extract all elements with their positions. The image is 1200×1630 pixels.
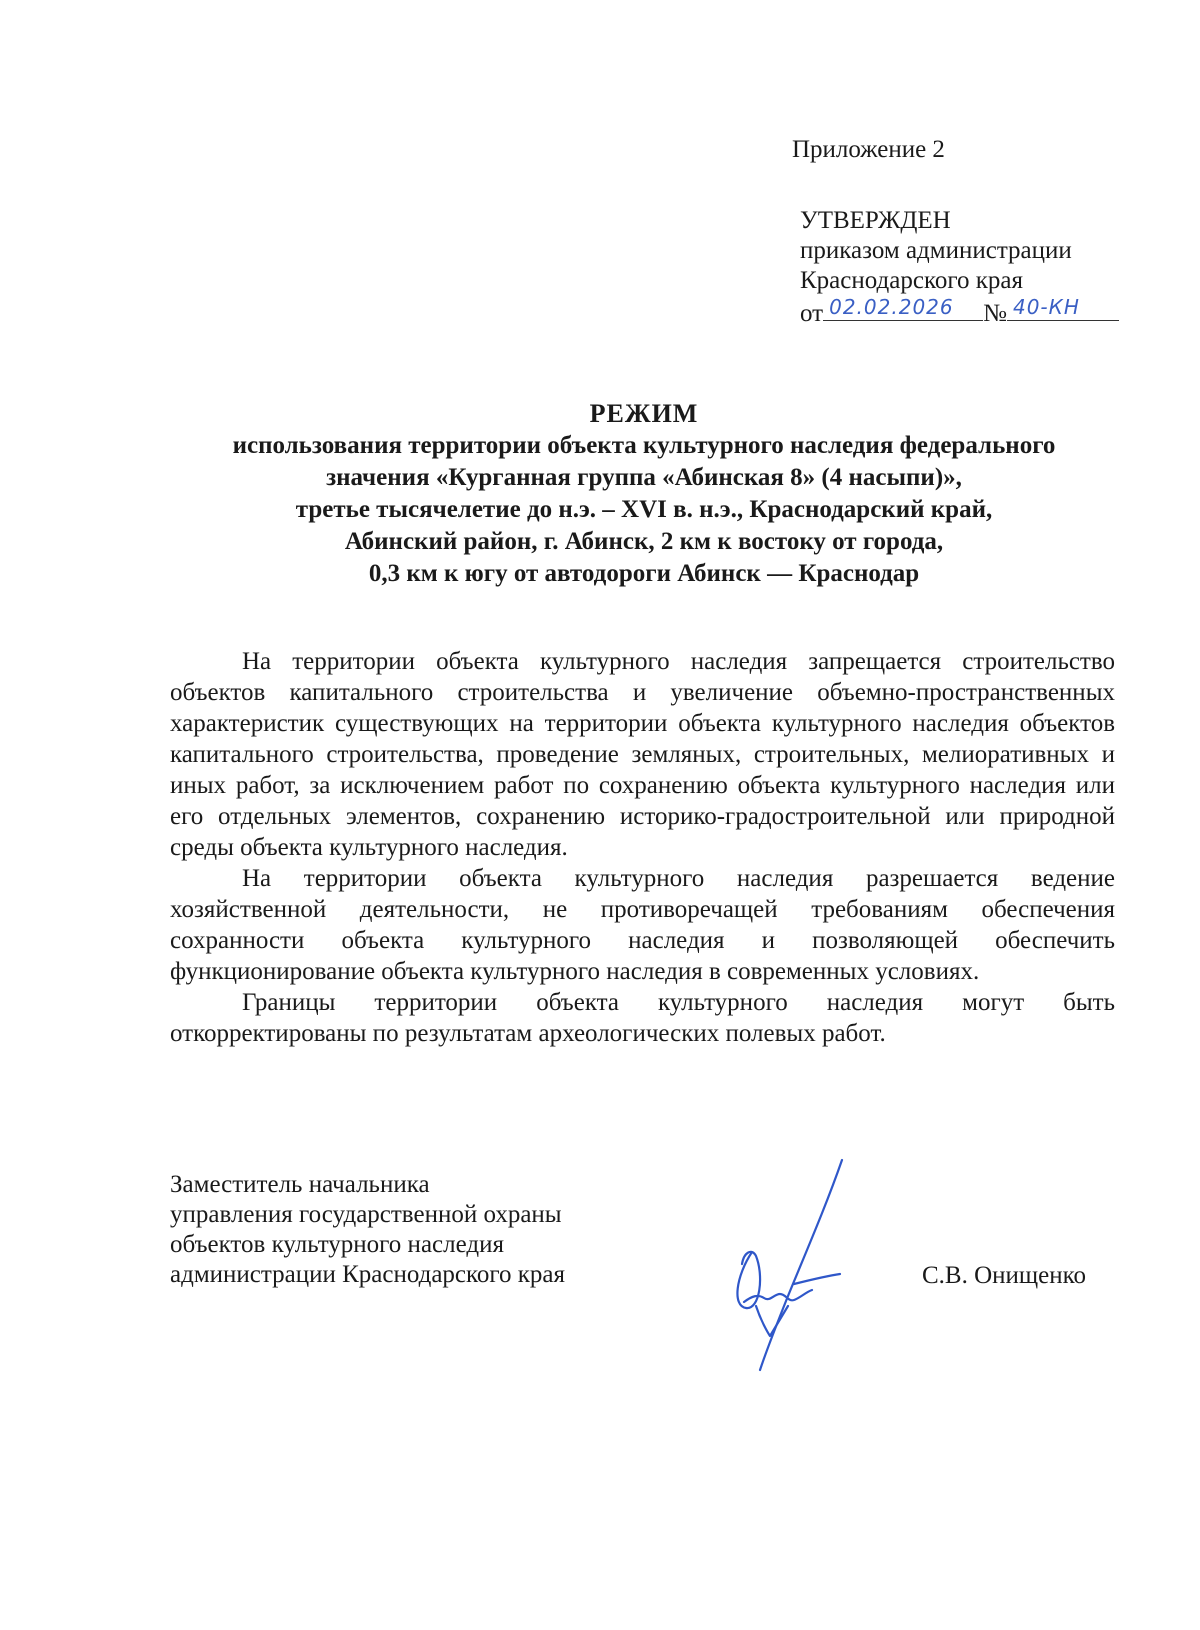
appendix-label: Приложение 2 <box>792 136 945 163</box>
order-date-number-line <box>800 296 1119 329</box>
approval-block <box>800 206 1119 329</box>
title-line: Абинский район, г. Абинск, 2 км к востоку от города, <box>344 528 944 555</box>
title-line: использования территории объекта культурного наследия федерального <box>232 432 1056 459</box>
body-paragraph: Границы территории объекта культурного наследия могут быть откорректированы по результатам археологических полевых работ. <box>170 989 1115 1047</box>
approved-by-line: приказом администрации <box>800 237 1072 264</box>
number-prefix: № <box>983 300 1007 327</box>
position-line: администрации Краснодарского края <box>170 1261 566 1288</box>
position-line: объектов культурного наследия <box>170 1231 504 1258</box>
signatory-name: С.В. Онищенко <box>922 1262 1087 1289</box>
date-prefix: от <box>800 300 824 327</box>
number-field <box>1007 296 1119 321</box>
document-title <box>160 398 1128 590</box>
document-body <box>170 646 1115 1049</box>
date-field <box>823 296 983 321</box>
title-line: 0,3 км к югу от автодороги Абинск — Краснодар <box>368 560 920 587</box>
title-heading: РЕЖИМ <box>589 399 699 428</box>
body-paragraph: На территории объекта культурного наследия запрещается строительство объектов капитального строительства и увеличение объемно-пространственных характеристик существующих на территории объекта культурного наследия объектов капитального строительства, проведение земляных, строительных, мелиоративных и иных работ, за исключением работ по сохранению объекта культурного наследия или его отдельных элементов, сохранению историко-градостроительной или природной среды объекта культурного наследия. <box>170 648 1115 861</box>
title-line: третье тысячелетие до н.э. – XVI в. н.э., Краснодарский край, <box>295 496 993 523</box>
body-paragraph: На территории объекта культурного наследия разрешается ведение хозяйственной деятельности, не противоречащей требованиям обеспечения сохранности объекта культурного наследия и позволяющей обеспечить функционирование объекта культурного наследия в современных условиях. <box>170 865 1115 985</box>
position-line: Заместитель начальника <box>170 1171 430 1198</box>
approved-label: УТВЕРЖДЕН <box>800 207 951 234</box>
handwritten-number: 40-КН <box>1012 295 1080 319</box>
position-line: управления государственной охраны <box>170 1201 562 1228</box>
approved-by-line: Краснодарского края <box>800 267 1023 294</box>
handwritten-signature <box>730 1156 850 1376</box>
title-line: значения «Курганная группа «Абинская 8» (4 насыпи)», <box>326 464 962 491</box>
signatory-position <box>170 1170 565 1290</box>
handwritten-date: 02.02.2026 <box>829 295 954 319</box>
